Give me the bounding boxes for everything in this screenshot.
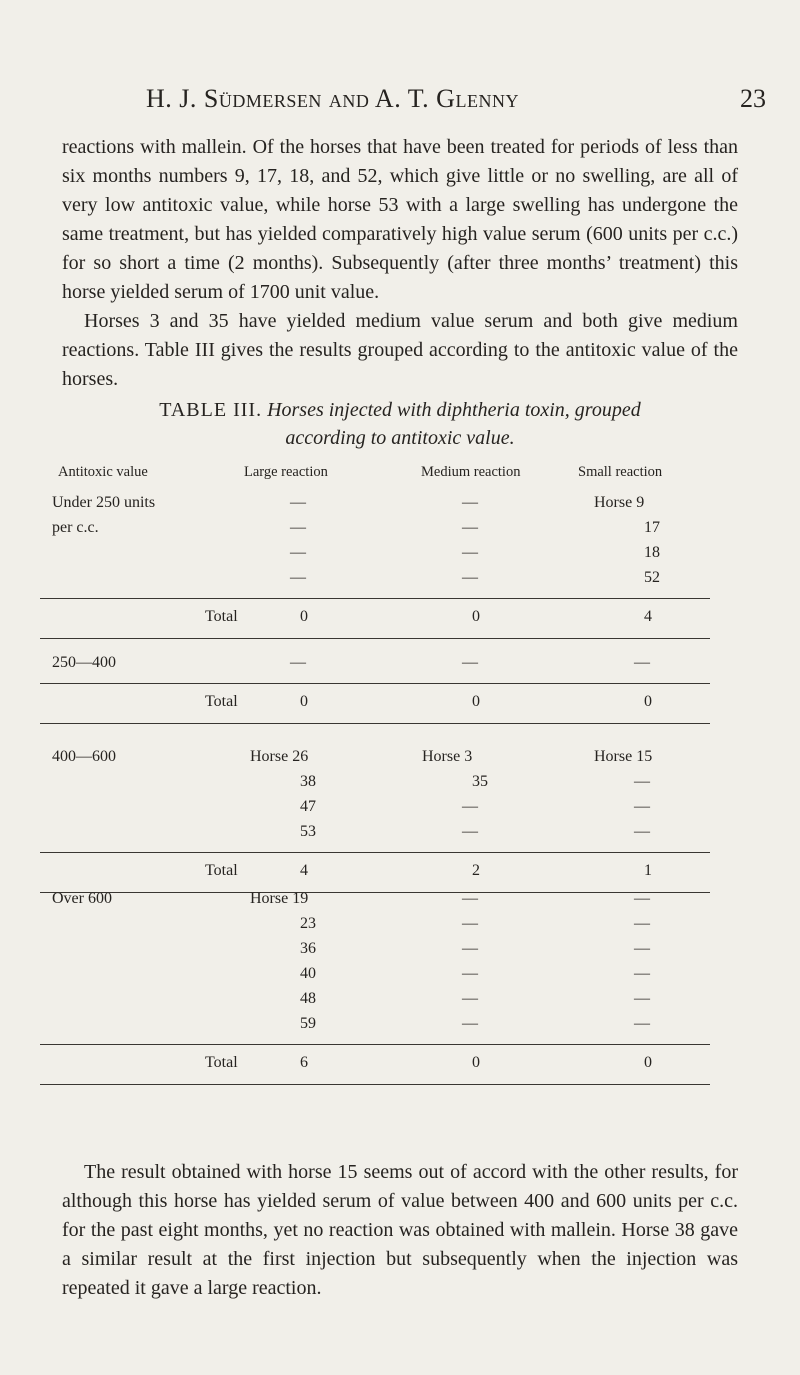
cell-small-reaction: — — [634, 654, 650, 671]
table-title-line-1: Horses injected with diphtheria toxin, grouped — [267, 399, 641, 421]
column-header-large-reaction: Large reaction — [244, 464, 328, 480]
cell-large-reaction: — — [290, 654, 306, 671]
paragraph: Horses 3 and 35 have yielded medium value serum and both give medium reactions. Table III gives the results grouped according to the antitoxic value of the horses. — [62, 310, 738, 390]
total-medium-reaction: 2 — [472, 862, 480, 879]
cell-medium-reaction: — — [462, 915, 478, 932]
total-large-reaction: 0 — [300, 608, 308, 625]
cell-small-reaction: — — [634, 965, 650, 982]
total-small-reaction: 1 — [644, 862, 652, 879]
cell-large-reaction: — — [290, 569, 306, 586]
paragraph: reactions with mallein. Of the horses that have been treated for periods of less than six months numbers 9, 17, 18, and 52, which give little or no swelling, are all of very low antitoxic value, while horse 53 with a large swelling has undergone the same treatment, but has yielded comparatively high value serum (600 units per c.c.) for so short a time (2 months). Subsequently (after three months’ treatment) this horse yielded serum of 1700 unit value. — [62, 136, 738, 303]
cell-medium-reaction: — — [462, 569, 478, 586]
table-rule — [40, 638, 710, 639]
table-rule — [40, 1044, 710, 1045]
total-label: Total — [205, 1054, 238, 1071]
cell-large-reaction: — — [290, 544, 306, 561]
cell-medium-reaction: — — [462, 823, 478, 840]
total-small-reaction: 0 — [644, 693, 652, 710]
cell-medium-reaction: — — [462, 890, 478, 907]
body-text — [62, 133, 738, 394]
cell-medium-reaction: — — [462, 1015, 478, 1032]
table-rule — [40, 852, 710, 853]
total-small-reaction: 4 — [644, 608, 652, 625]
cell-small-reaction: Horse 15 — [594, 748, 653, 765]
cell-small-reaction: — — [634, 823, 650, 840]
antitoxic-value-unit: per c.c. — [52, 519, 99, 536]
column-header-small-reaction: Small reaction — [578, 464, 663, 480]
cell-small-reaction: — — [634, 915, 650, 932]
total-medium-reaction: 0 — [472, 608, 480, 625]
cell-large-reaction: 38 — [300, 773, 316, 790]
cell-large-reaction: 47 — [300, 798, 316, 815]
body-text-closing — [62, 1158, 738, 1303]
total-small-reaction: 0 — [644, 1054, 652, 1071]
cell-small-reaction: Horse 9 — [594, 494, 645, 511]
table-title-line-2: according to antitoxic value. — [285, 427, 515, 449]
cell-medium-reaction: — — [462, 544, 478, 561]
total-large-reaction: 0 — [300, 693, 308, 710]
table-label: TABLE III. — [159, 399, 263, 421]
cell-large-reaction: 59 — [300, 1015, 316, 1032]
table-rule — [40, 683, 710, 684]
cell-medium-reaction: — — [462, 940, 478, 957]
table-rule — [40, 892, 710, 893]
cell-medium-reaction: — — [462, 519, 478, 536]
cell-large-reaction: Horse 19 — [250, 890, 309, 907]
cell-large-reaction: — — [290, 494, 306, 511]
column-header-antitoxic-value: Antitoxic value — [58, 464, 148, 480]
cell-small-reaction: 17 — [644, 519, 660, 536]
table-rule — [40, 723, 710, 724]
total-large-reaction: 6 — [300, 1054, 308, 1071]
cell-medium-reaction: — — [462, 494, 478, 511]
page-number: 23 — [740, 84, 766, 113]
cell-small-reaction: 52 — [644, 569, 660, 586]
cell-medium-reaction: Horse 3 — [422, 748, 473, 765]
table-rule — [40, 1084, 710, 1085]
total-medium-reaction: 0 — [472, 693, 480, 710]
cell-medium-reaction: — — [462, 654, 478, 671]
table-rule — [40, 598, 710, 599]
antitoxic-value: 250—400 — [52, 654, 116, 671]
total-label: Total — [205, 862, 238, 879]
antitoxic-value: Under 250 units — [52, 494, 156, 511]
column-header-medium-reaction: Medium reaction — [421, 464, 521, 480]
table-caption-continued — [0, 424, 800, 452]
cell-medium-reaction: — — [462, 965, 478, 982]
cell-small-reaction: 18 — [644, 544, 660, 561]
antitoxic-value: 400—600 — [52, 748, 116, 765]
cell-small-reaction: — — [634, 798, 650, 815]
running-head-title: H. J. Südmersen and A. T. Glenny — [146, 84, 519, 113]
cell-large-reaction: — — [290, 519, 306, 536]
cell-large-reaction: 48 — [300, 990, 316, 1007]
cell-large-reaction: 36 — [300, 940, 316, 957]
total-label: Total — [205, 693, 238, 710]
cell-medium-reaction: 35 — [472, 773, 488, 790]
cell-small-reaction: — — [634, 890, 650, 907]
running-head — [146, 84, 766, 120]
cell-large-reaction: 23 — [300, 915, 316, 932]
paragraph: The result obtained with horse 15 seems out of accord with the other results, for although this horse has yielded serum of value between 400 and 600 units per c.c. for the past eight months, yet no reaction was obtained with mallein. Horse 38 gave a similar result at the first injection but subsequently when the injection was repeated it gave a large reaction. — [62, 1161, 738, 1299]
cell-medium-reaction: — — [462, 798, 478, 815]
cell-small-reaction: — — [634, 1015, 650, 1032]
cell-large-reaction: 53 — [300, 823, 316, 840]
total-label: Total — [205, 608, 238, 625]
table-caption — [0, 396, 800, 424]
cell-large-reaction: Horse 26 — [250, 748, 309, 765]
antitoxic-value: Over 600 — [52, 890, 112, 907]
cell-large-reaction: 40 — [300, 965, 316, 982]
cell-small-reaction: — — [634, 990, 650, 1007]
total-medium-reaction: 0 — [472, 1054, 480, 1071]
cell-small-reaction: — — [634, 940, 650, 957]
cell-small-reaction: — — [634, 773, 650, 790]
cell-medium-reaction: — — [462, 990, 478, 1007]
total-large-reaction: 4 — [300, 862, 308, 879]
